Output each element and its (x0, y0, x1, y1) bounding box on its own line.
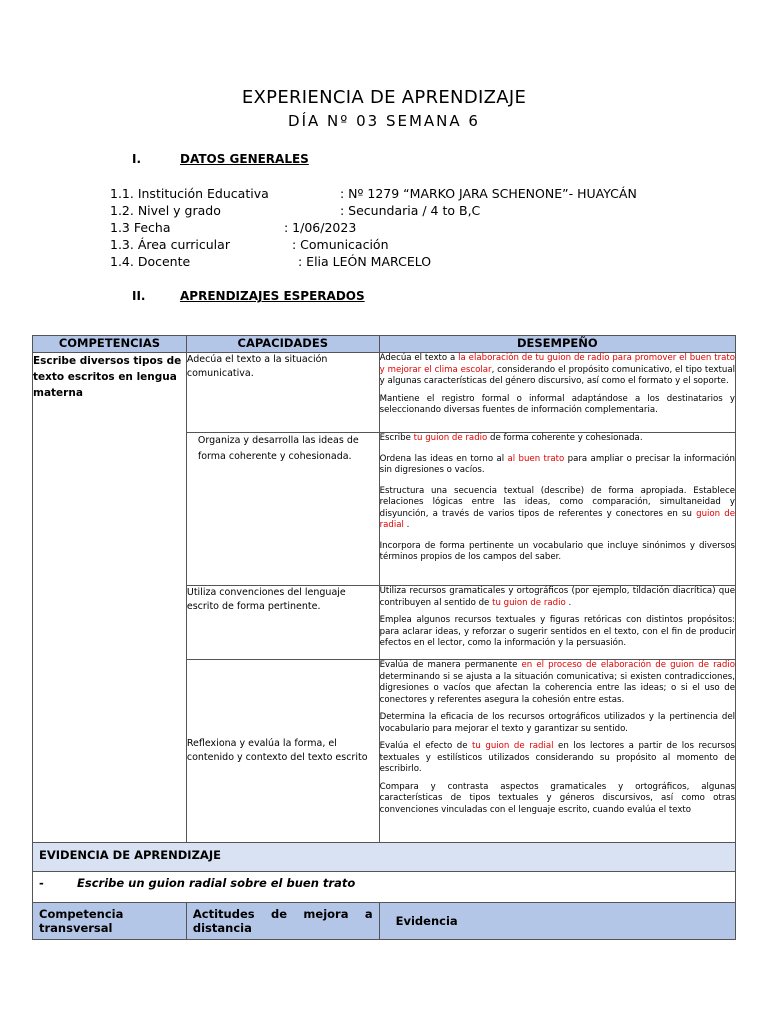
general-label: 1.1. Institución Educativa (110, 186, 269, 201)
general-label: 1.2. Nivel y grado (110, 203, 221, 218)
highlight-text: al buen trato (507, 453, 565, 464)
competencia-transversal-cell: Competencia transversal (33, 903, 187, 940)
section-2-title: APRENDIZAJES ESPERADOS (180, 289, 365, 303)
general-value: : 1/06/2023 (284, 220, 357, 235)
document-title: EXPERIENCIA DE APRENDIZAJE (241, 87, 527, 108)
highlight-text: en el proceso de elaboración de guion de radio (521, 660, 735, 670)
general-row-fecha (110, 220, 357, 235)
header-desempeno: DESEMPEÑO (379, 336, 735, 353)
general-row-area (110, 237, 389, 252)
table-row (33, 353, 736, 433)
general-label: 1.4. Docente (110, 254, 191, 269)
capacidad-cell: Adecúa el texto a la situación comunicativa. (186, 353, 379, 433)
header-competencias: COMPETENCIAS (33, 336, 187, 353)
header-capacidades: CAPACIDADES (186, 336, 379, 353)
capacidad-cell: Organiza y desarrolla las ideas de forma coherente y cohesionada. (186, 433, 379, 586)
general-row-institucion (110, 186, 637, 201)
general-value: : Comunicación (292, 237, 389, 252)
desempeno-cell: Escribe tu guion de radio de forma coherente y cohesionada. Ordena las ideas en torno al al buen trato para ampliar o precisar la información sin digresiones o vacíos. Estructura una secuencia textual (describe) de forma apropiada. Establece relaciones lógicas entre las ideas, como comparación, simultaneidad y disyunción, a través de varios tipos de referentes y conectores en su guion de radial . Incorpora de forma pertinente un vocabulario que incluye sinónimos y diversos términos propios de los campos del saber. (379, 433, 735, 586)
actitudes-cell: Actitudes de mejora a distancia (186, 903, 379, 940)
general-value: : Elia LEÓN MARCELO (298, 254, 432, 269)
desempeno-cell: Utiliza recursos gramaticales y ortográficos (por ejemplo, tildación diacrítica) que contribuyen al sentido de tu guion de radio . Emplea algunos recursos textuales y figuras retóricas con distintos propósitos: para aclarar ideas, y reforzar o sugerir sentidos en el texto, con el fin de producir efectos en el lector, como la información y la persuasión. (379, 586, 735, 660)
section-2-heading (132, 289, 365, 303)
evidencia-header-cell: Evidencia (379, 903, 735, 940)
general-row-nivel (110, 203, 481, 218)
table-header-row (33, 336, 736, 353)
desempeno-cell: Adecúa el texto a la elaboración de tu guion de radio para promover el buen trato y mejorar el clima escolar, considerando el propósito comunicativo, el tipo textual y algunas características del género discursivo, así como el formato y el soporte. Mantiene el registro formal o informal adaptándose a los destinatarios y seleccionando diversas fuentes de información complementaria. (379, 353, 735, 433)
section-1-number: I. (132, 152, 142, 166)
highlight-text: la elaboración de tu guion de radio para promover el buen trato y mejorar el clima escolar (379, 353, 735, 375)
evidencia-text: Escribe un guion radial sobre el buen trato (77, 876, 356, 890)
highlight-text: tu guion de radial (472, 741, 554, 751)
general-row-docente (110, 254, 432, 269)
section-1-title: DATOS GENERALES (180, 152, 309, 166)
evidencia-dash: - (39, 876, 44, 890)
evidencia-heading-row (33, 843, 736, 872)
general-value: : Secundaria / 4 to B,C (340, 203, 481, 218)
evidencia-cell (33, 872, 736, 903)
general-label: 1.3 Fecha (110, 220, 171, 235)
section-1-heading (132, 152, 309, 166)
highlight-text: tu guion de radio (413, 433, 488, 443)
evidencia-title: EVIDENCIA DE APRENDIZAJE (33, 843, 736, 872)
competencia-cell: Escribe diversos tipos de texto escritos en lengua materna (33, 353, 187, 843)
highlight-text: guion de radial (379, 508, 735, 530)
general-value: : Nº 1279 “MARKO JARA SCHENONE”- HUAYCÁN (340, 186, 637, 201)
transversal-row (33, 903, 736, 940)
general-label: 1.3. Área curricular (110, 237, 230, 252)
desempeno-cell: Evalúa de manera permanente en el proceso de elaboración de guion de radio determinando si se ajusta a la situación comunicativa; si existen contradicciones, digresiones o vacíos que afectan la coherencia entre las ideas; o si el uso de conectores y referentes asegura la cohesión entre estas. Determina la eficacia de los recursos ortográficos utilizados y la pertinencia del vocabulario para mejorar el texto y garantizar su sentido. Evalúa el efecto de tu guion de radial en los lectores a partir de los recursos textuales y estilísticos utilizados considerando su propósito al momento de escribirlo. Compara y contrasta aspectos gramaticales y ortográficos, algunas características de tipos textuales y géneros discursivos, así como otras convenciones vinculadas con el lenguaje escrito, cuando evalúa el texto (379, 660, 735, 843)
evidencia-row (33, 872, 736, 903)
section-2-number: II. (132, 289, 146, 303)
highlight-text: tu guion de radio (492, 597, 566, 608)
capacidad-cell: Reflexiona y evalúa la forma, el contenido y contexto del texto escrito (186, 660, 379, 843)
learning-table (32, 335, 736, 940)
document-subtitle: DÍA Nº 03 SEMANA 6 (288, 112, 480, 130)
capacidad-cell: Utiliza convenciones del lenguaje escrito de forma pertinente. (186, 586, 379, 660)
